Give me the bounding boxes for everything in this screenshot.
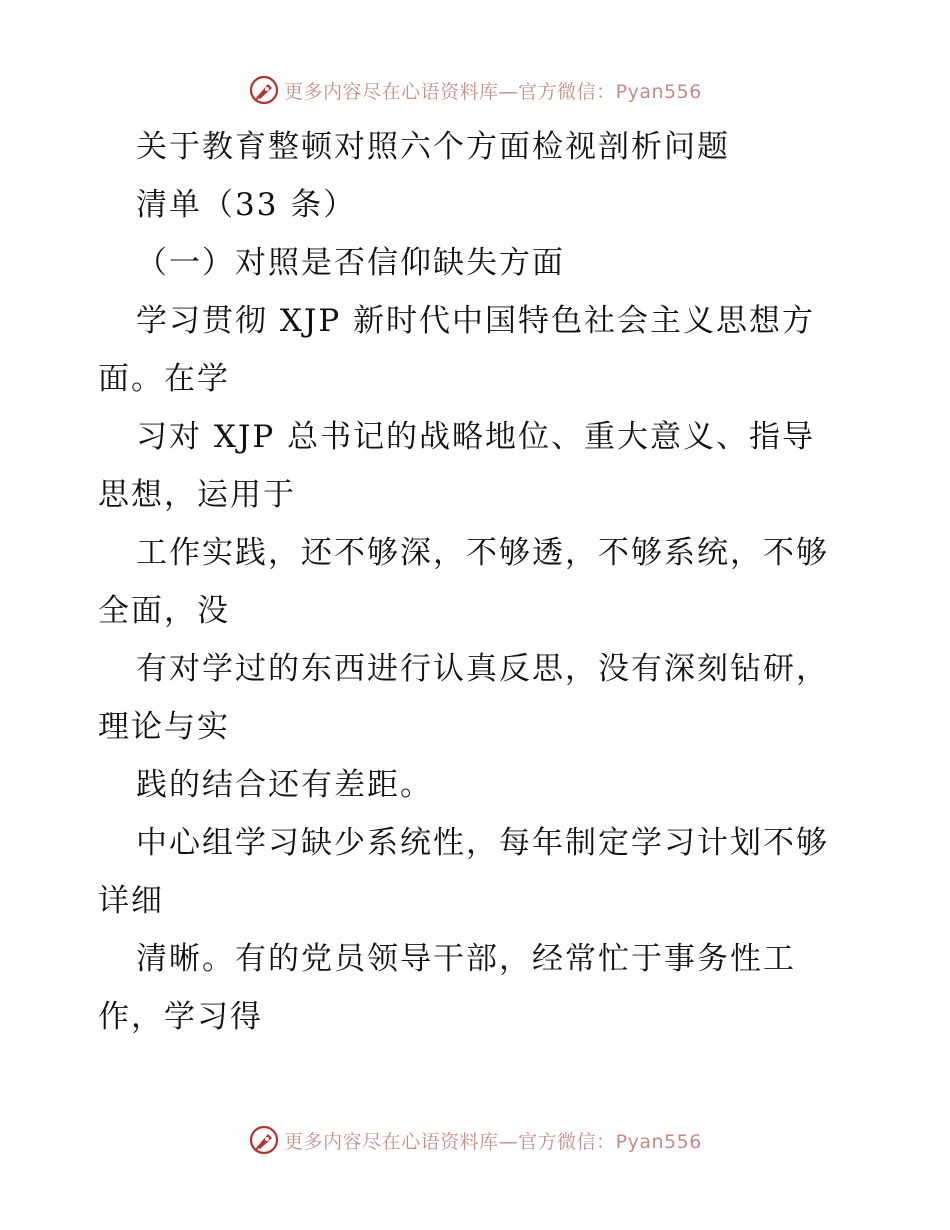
paragraph-line: 面。在学 [98,361,230,397]
paragraph-line: 理论与实 [98,709,230,745]
watermark-text: 更多内容尽在心语资料库—官方微信：Pyan556 [284,1130,702,1153]
paragraph-line: 工作实践，还不够深，不够透，不够系统，不够 [136,535,829,571]
document-body [98,118,858,1046]
paragraph-line: 详细 [98,883,164,919]
paragraph-line: 中心组学习缺少系统性，每年制定学习计划不够 [136,825,829,861]
document-title-line-1: 关于教育整顿对照六个方面检视剖析问题 [136,129,730,165]
paragraph-line: 有对学过的东西进行认真反思，没有深刻钻研， [136,651,829,687]
watermark-text: 更多内容尽在心语资料库—官方微信：Pyan556 [284,80,702,103]
paragraph-line: 学习贯彻 XJP 新时代中国特色社会主义思想方 [136,303,816,339]
paragraph-line: 全面，没 [98,593,230,629]
header-watermark [0,72,950,108]
footer-watermark [0,1122,950,1158]
paragraph-line: 作，学习得 [98,999,263,1035]
pen-nib-logo-icon [248,74,280,106]
paragraph-line: 思想，运用于 [98,477,296,513]
document-title-line-2: 清单（33 条） [136,187,357,223]
pen-nib-logo-icon [248,1124,280,1156]
paragraph-line: 践的结合还有差距。 [136,767,433,803]
section-heading: （一）对照是否信仰缺失方面 [136,245,565,281]
paragraph-line: 习对 XJP 总书记的战略地位、重大意义、指导 [136,419,816,455]
paragraph-line: 清晰。有的党员领导干部，经常忙于事务性工 [136,941,796,977]
